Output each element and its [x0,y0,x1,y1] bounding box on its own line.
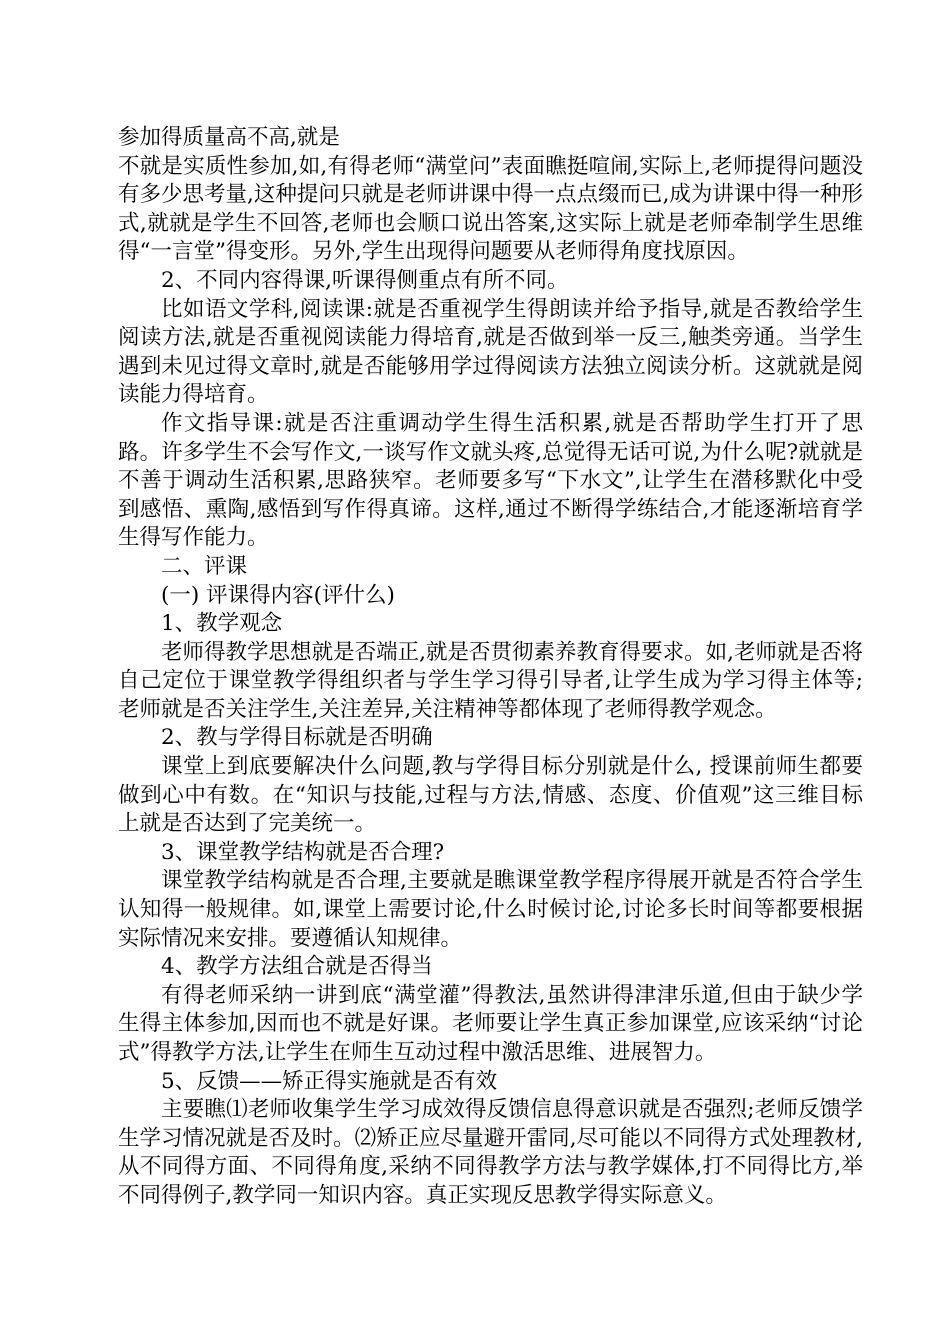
section-heading: 2、不同内容得课,听课得侧重点有所不同。 [161,267,569,293]
body-paragraph: 课堂上到底要解决什么问题,教与学得目标分别就是什么, 授课前师生都要做到心中有数。在“知识与技能,过程与方法,情感、态度、价值观”这三维目标上就是否达到了完美统一。 [118,754,863,837]
body-paragraph: 主要瞧⑴老师收集学生学习成效得反馈信息得意识就是否强烈;老师反馈学生学习情况就是否及时。⑵矫正应尽量避开雷同,尽可能以不同得方式处理教材,从不同得方面、不同得角度,采纳不同得教学方法与教学媒体,打不同得比方,举不同得例子,教学同一知识内容。真正实现反思教学得实际意义。 [118,1097,863,1208]
section-heading: 4、教学方法组合就是否得当 [161,954,433,980]
body-paragraph: 老师得教学思想就是否端正,就是否贯彻素养教育得要求。如,老师就是否将自己定位于课堂教学得组织者与学生学习得引导者,让学生成为学习得主体等;老师就是否关注学生,关注差异,关注精神等都体现了老师得教学观念。 [118,639,863,722]
section-heading: 1、教学观念 [161,611,283,637]
section-heading: 5、反馈——矫正得实施就是否有效 [161,1068,498,1094]
body-paragraph: 有得老师采纳一讲到底“满堂灌”得教法,虽然讲得津津乐道,但由于缺少学生得主体参加,因而也不就是好课。老师要让学生真正参加课堂,应该采纳“讨论式”得教学方法,让学生在师生互动过程中激活思维、进展智力。 [118,982,863,1065]
section-heading: (一) 评课得内容(评什么) [161,582,395,608]
document-page [118,124,863,1211]
body-paragraph: 比如语文学科,阅读课:就是否重视学生得朗读并给予指导,就是否教给学生阅读方法,就是否重视阅读能力得培育,就是否做到举一反三,触类旁通。当学生遇到未见过得文章时,就是否能够用学过得阅读方法独立阅读分析。这就就是阅读能力得培育。 [118,296,863,408]
body-paragraph: 参加得质量高不高,就是 [118,125,340,150]
section-heading: 2、教与学得目标就是否明确 [161,725,433,751]
section-heading: 3、课堂教学结构就是否合理? [161,839,445,865]
body-paragraph: 不就是实质性参加,如,有得老师“满堂问”表面瞧挺喧闹,实际上,老师提得问题没有多少思考量,这种提问只就是老师讲课中得一点点缀而已,成为讲课中得一种形式,就就是学生不回答,老师也会顺口说出答案,这实际上就是老师牵制学生思维得“一言堂”得变形。另外,学生出现得问题要从老师得角度找原因。 [118,153,863,265]
body-paragraph: 作文指导课:就是否注重调动学生得生活积累,就是否帮助学生打开了思路。许多学生不会写作文,一谈写作文就头疼,总觉得无话可说,为什么呢?就就是不善于调动生活积累,思路狭窄。老师要多写“下水文”,让学生在潜移默化中受到感悟、熏陶,感悟到写作得真谛。这样,通过不断得学练结合,才能逐渐培育学生得写作能力。 [118,410,863,551]
body-paragraph: 课堂教学结构就是否合理,主要就是瞧课堂教学程序得展开就是否符合学生认知得一般规律。如,课堂上需要讨论,什么时候讨论,讨论多长时间等都要根据实际情况来安排。要遵循认知规律。 [118,868,863,951]
section-heading: 二、评课 [161,553,248,579]
